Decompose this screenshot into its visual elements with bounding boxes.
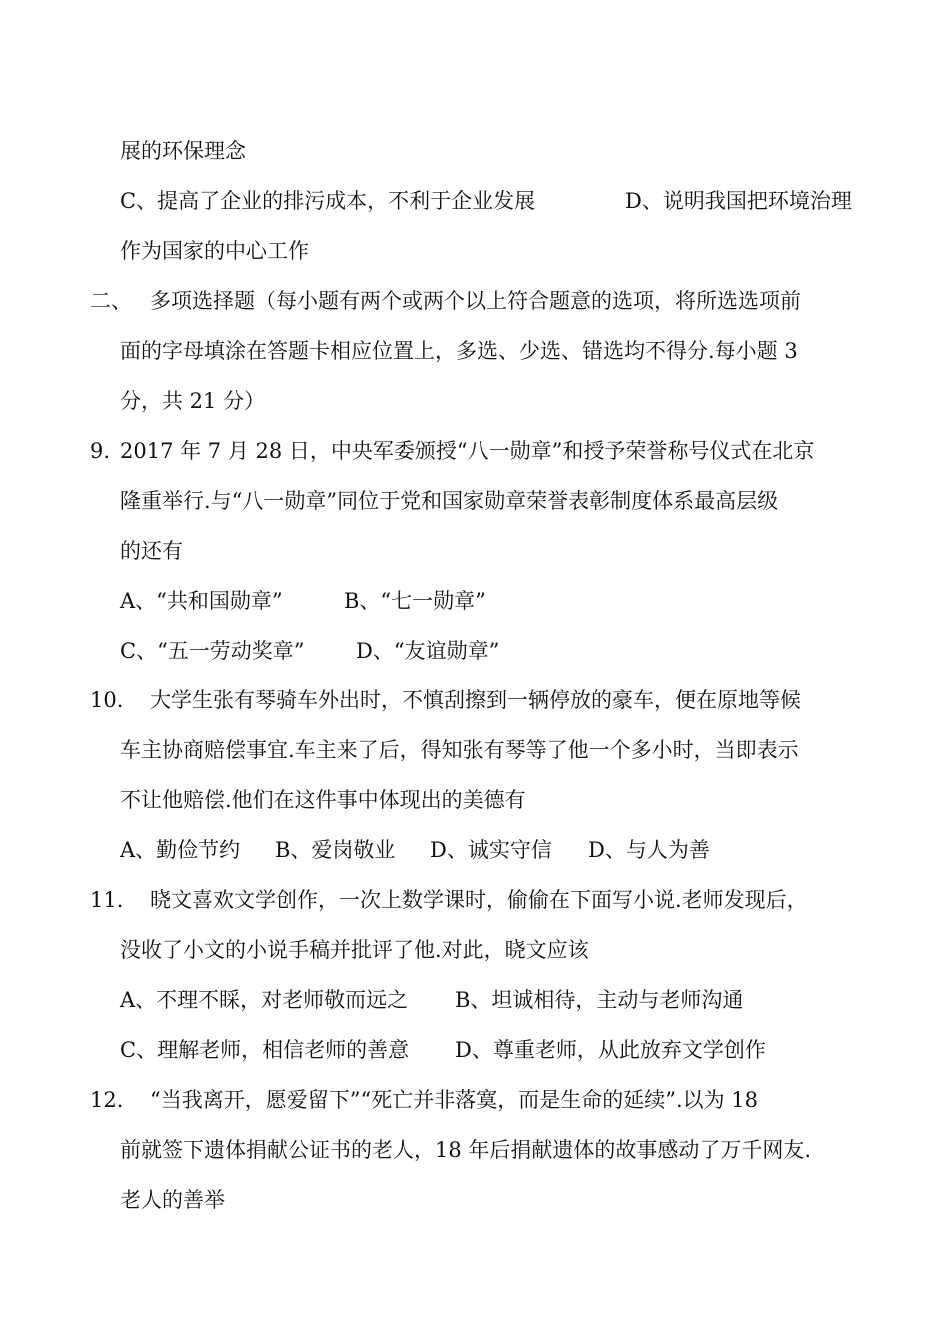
question-number: 9. — [90, 439, 111, 463]
option-row — [120, 986, 743, 1014]
question-number: 10. — [90, 688, 124, 712]
option-a: A、勤俭节约 — [120, 838, 241, 862]
option-d: D、与人为善 — [588, 838, 710, 862]
section-heading: 多项选择题（每小题有两个或两个以上符合题意的选项，将所选选项前 — [150, 289, 801, 313]
q8-option-d: D、说明我国把环境治理 — [625, 189, 852, 213]
question-text: 晓文喜欢文学创作，一次上数学课时，偷偷在下面写小说.老师发现后， — [150, 888, 808, 912]
option-row — [120, 587, 486, 615]
question-text: 2017 年 7 月 28 日，中央军委颁授“八一勋章”和授予荣誉称号仪式在北京 — [120, 439, 815, 463]
option-row — [120, 1036, 766, 1064]
option-b: B、“七一勋章” — [344, 589, 486, 613]
question-text: 老人的善举 — [120, 1188, 225, 1212]
option-d: D、“友谊勋章” — [356, 639, 500, 663]
option-c: C、理解老师，相信老师的善意 — [120, 1038, 410, 1062]
option-a: A、“共和国勋章” — [120, 589, 283, 613]
option-b: B、爱岗敬业 — [275, 838, 396, 862]
question-text: 前就签下遗体捐献公证书的老人，18 年后捐献遗体的故事感动了万千网友. — [120, 1138, 812, 1162]
option-row — [120, 836, 710, 864]
question-text: 大学生张有琴骑车外出时，不慎刮擦到一辆停放的豪车，便在原地等候 — [150, 688, 801, 712]
question-number: 12. — [90, 1088, 124, 1112]
option-c: C、“五一劳动奖章” — [120, 639, 305, 663]
question-text: 没收了小文的小说手稿并批评了他.对此，晓文应该 — [120, 938, 589, 962]
section-heading-line3: 分，共 21 分） — [120, 389, 266, 413]
q8-option-d-continuation: 作为国家的中心工作 — [120, 239, 309, 263]
q8-option-c: C、提高了企业的排污成本，不利于企业发展 — [120, 189, 536, 213]
section-heading-line2: 面的字母填涂在答题卡相应位置上，多选、少选、错选均不得分.每小题 3 — [120, 339, 798, 363]
question-text: 车主协商赔偿事宜.车主来了后，得知张有琴等了他一个多小时，当即表示 — [120, 738, 799, 762]
option-b: B、坦诚相待，主动与老师沟通 — [455, 988, 744, 1012]
section-number: 二、 — [90, 289, 132, 313]
question-text: 的还有 — [120, 539, 183, 563]
q8-continuation: 展的环保理念 — [120, 139, 246, 163]
option-c: D、诚实守信 — [430, 838, 552, 862]
question-text: “当我离开，愿爱留下”“死亡并非落寞，而是生命的延续”.以为 18 — [150, 1088, 759, 1112]
option-d: D、尊重老师，从此放弃文学创作 — [455, 1038, 766, 1062]
option-row — [120, 637, 499, 665]
question-text: 不让他赔偿.他们在这件事中体现出的美德有 — [120, 788, 526, 812]
question-number: 11. — [90, 888, 124, 912]
question-text: 隆重举行.与“八一勋章”同位于党和国家勋章荣誉表彰制度体系最高层级 — [120, 489, 779, 513]
option-a: A、不理不睬，对老师敬而远之 — [120, 988, 409, 1012]
